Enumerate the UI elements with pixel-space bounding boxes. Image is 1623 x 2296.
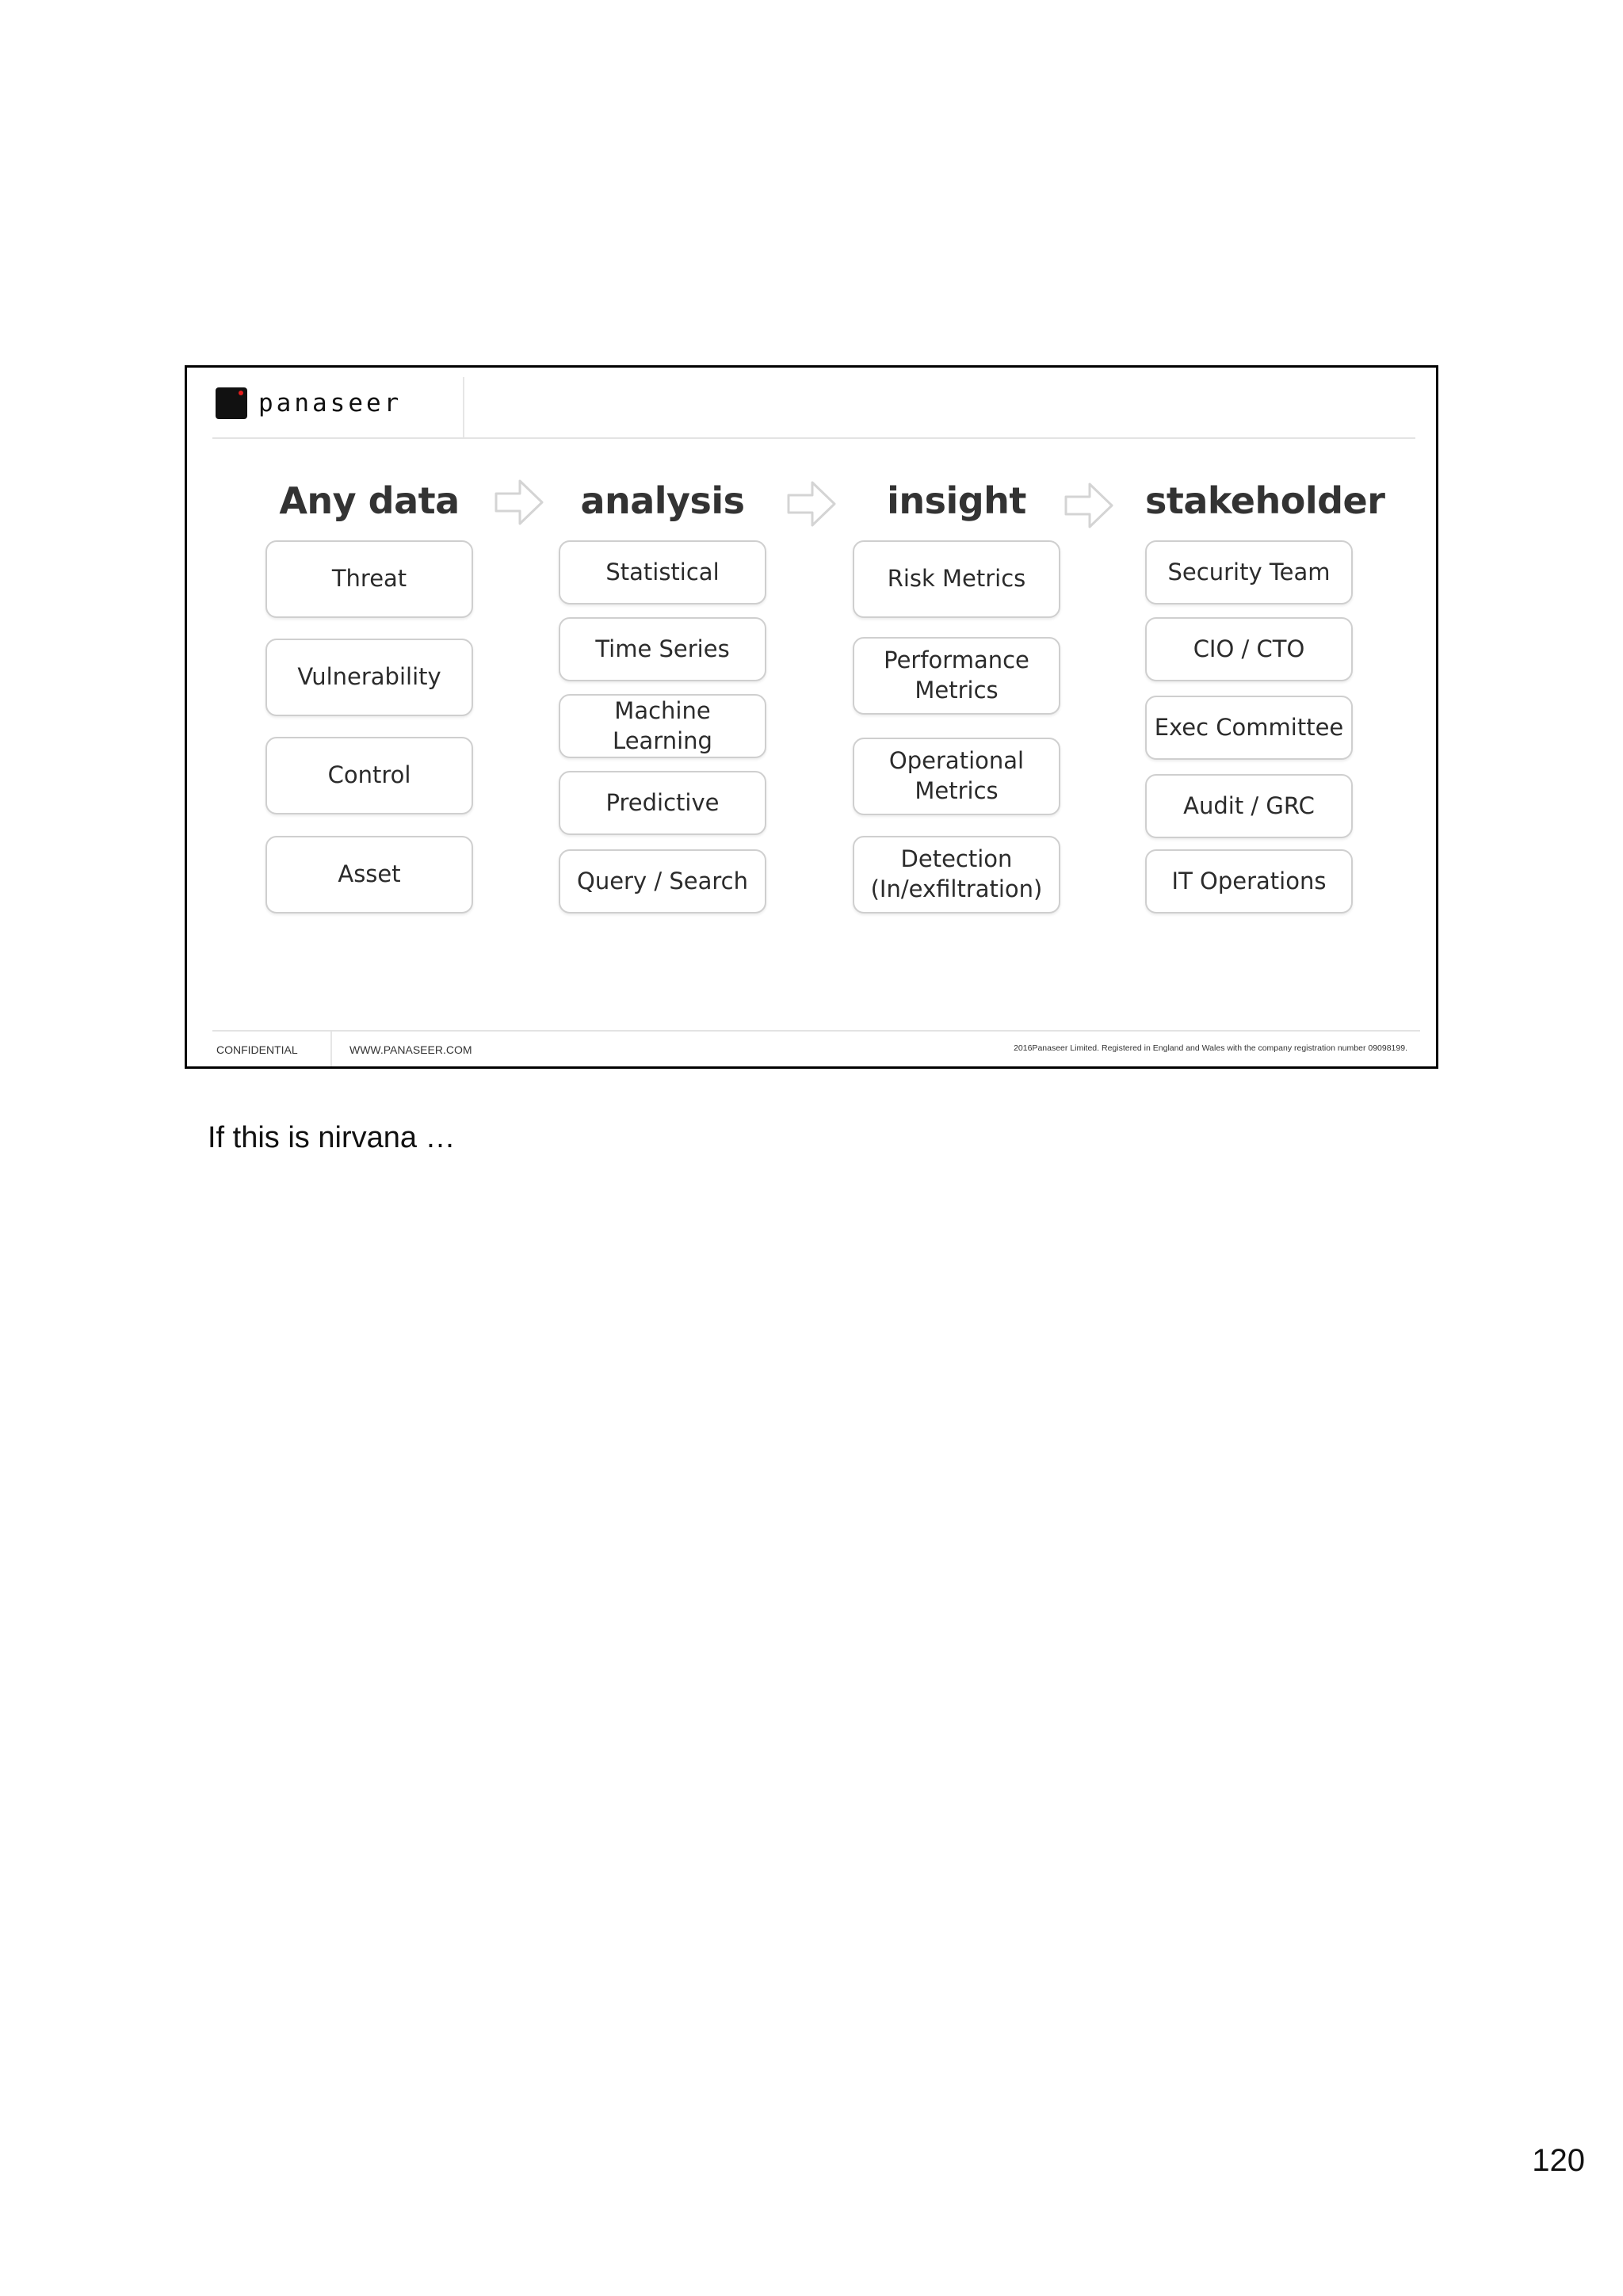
header-divider [463, 377, 464, 439]
slide-image [185, 365, 1438, 1069]
analysis-box-statistical: Statistical [559, 540, 766, 605]
panaseer-logo [216, 387, 402, 419]
footer-rule [212, 1030, 1420, 1032]
arrow-right-icon [785, 478, 838, 530]
insight-box-operational-metrics: Operational Metrics [853, 738, 1060, 815]
column-heading: stakeholder [1145, 479, 1385, 522]
analysis-box-query-search: Query / Search [559, 849, 766, 913]
logo-mark-icon [216, 387, 247, 419]
column-heading: insight [887, 479, 1026, 522]
insight-box-risk-metrics: Risk Metrics [853, 540, 1060, 618]
arrow-right-icon [1063, 479, 1115, 532]
column-analysis [559, 476, 766, 894]
logo-text: panaseer [258, 389, 403, 418]
header-rule [212, 437, 1415, 439]
column-any-data [265, 476, 473, 888]
stakeholder-box-cio-cto: CIO / CTO [1145, 617, 1353, 681]
footer-confidential: CONFIDENTIAL [216, 1043, 298, 1056]
stakeholder-box-security-team: Security Team [1145, 540, 1353, 605]
data-box-threat: Threat [265, 540, 473, 618]
footer-legal: 2016Panaseer Limited. Registered in England and Wales with the company registration number 09098199. [1014, 1043, 1407, 1053]
column-insight [853, 476, 1060, 902]
column-heading: Any data [279, 479, 460, 522]
arrow-right-icon [493, 476, 545, 528]
analysis-box-predictive: Predictive [559, 771, 766, 835]
insight-box-detection: Detection (In/exfiltration) [853, 836, 1060, 913]
stakeholder-box-it-operations: IT Operations [1145, 849, 1353, 913]
analysis-box-time-series: Time Series [559, 617, 766, 681]
column-stakeholder [1145, 476, 1385, 894]
column-heading: analysis [580, 479, 745, 522]
data-box-control: Control [265, 737, 473, 814]
data-box-asset: Asset [265, 836, 473, 913]
footer-divider [330, 1032, 332, 1066]
analysis-box-machine-learning: Machine Learning [559, 694, 766, 758]
insight-box-performance-metrics: Performance Metrics [853, 637, 1060, 715]
stakeholder-box-exec-committee: Exec Committee [1145, 696, 1353, 760]
footer-website: WWW.PANASEER.COM [349, 1043, 472, 1056]
data-box-vulnerability: Vulnerability [265, 639, 473, 716]
stakeholder-box-audit-grc: Audit / GRC [1145, 774, 1353, 838]
page-number: 120 [1532, 2143, 1585, 2178]
slide-caption: If this is nirvana … [208, 1121, 456, 1154]
